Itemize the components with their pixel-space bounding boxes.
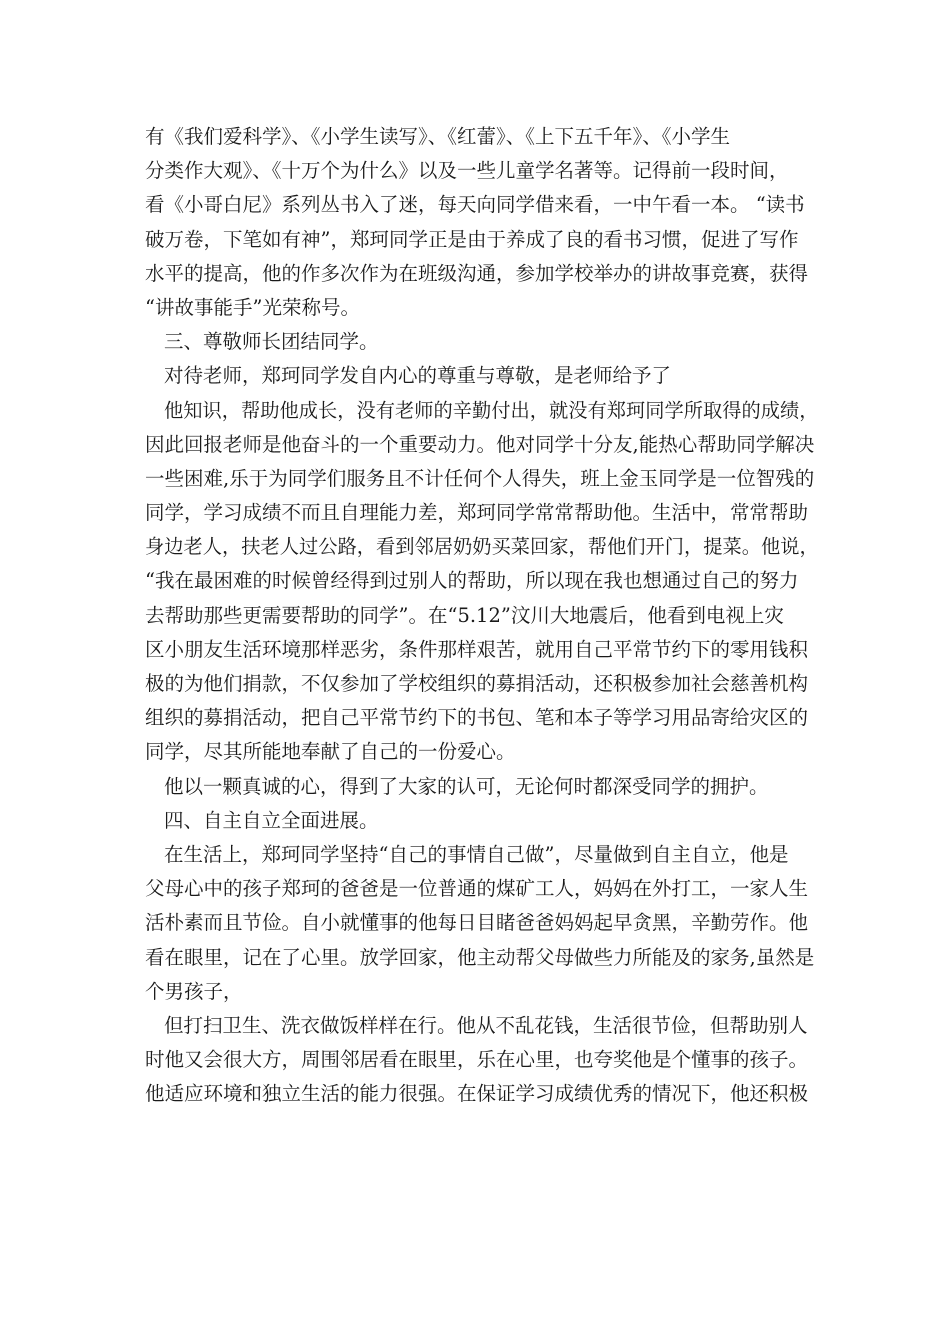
text-line: 对待老师，郑珂同学发自内心的尊重与尊敬，是老师给予了 bbox=[164, 364, 672, 388]
text-line: 个男孩子， bbox=[145, 979, 243, 1003]
text-line: 看在眼里，记在了心里。放学回家，他主动帮父母做些力所能及的家务,虽然是 bbox=[145, 945, 815, 969]
text-line: 活朴素而且节俭。自小就懂事的他每日目睹爸爸妈妈起早贪黑，辛勤劳作。他 bbox=[145, 911, 809, 935]
text-line: 有《我们爱科学》、《小学生读写》、《红蕾》、《上下五千年》、《小学生 bbox=[145, 125, 731, 148]
text-line: 同学，尽其所能地奉献了自己的一份爱心。 bbox=[145, 740, 516, 764]
text-line: 身边老人，扶老人过公路，看到邻居奶奶买菜回家，帮他们开门，提菜。他说， bbox=[145, 535, 819, 559]
text-line: 因此回报老师是他奋斗的一个重要动力。他对同学十分友,能热心帮助同学解决 bbox=[145, 432, 815, 456]
text-line: “我在最困难的时候曾经得到过别人的帮助，所以现在我也想通过自己的努力 bbox=[145, 569, 799, 593]
text-line: 破万卷，下笔如有神”，郑珂同学正是由于养成了良的看书习惯，促进了写作 bbox=[145, 227, 799, 251]
text-line: 水平的提高，他的作多次作为在班级沟通，参加学校举办的讲故事竞赛，获得 bbox=[145, 261, 809, 285]
text-line: 一些困难,乐于为同学们服务且不计任何个人得失，班上金玉同学是一位智残的 bbox=[145, 466, 815, 490]
text-line: 极的为他们捐款，不仅参加了学校组织的募捐活动，还积极参加社会慈善机构 bbox=[145, 672, 809, 695]
text-line: “讲故事能手”光荣称号。 bbox=[145, 295, 360, 319]
text-line: 同学，学习成绩不而且自理能力差，郑珂同学常常帮助他。生活中，常常帮助 bbox=[145, 501, 809, 525]
text-line: 看《小哥白尼》系列丛书入了迷，每天向同学借来看，一中午看一本。 “读书 bbox=[145, 193, 805, 217]
text-line: 三、尊敬师长团结同学。 bbox=[164, 330, 379, 354]
text-line: 分类作大观》、《十万个为什么》以及一些儿童学名著等。记得前一段时间， bbox=[145, 159, 789, 183]
text-line: 时他又会很大方，周围邻居看在眼里，乐在心里，也夸奖他是个懂事的孩子。 bbox=[145, 1048, 809, 1072]
document-body bbox=[145, 120, 825, 1111]
text-line: 在生活上，郑珂同学坚持“自己的事情自己做”，尽量做到自主自立，他是 bbox=[164, 842, 789, 866]
text-line: 组织的募捐活动，把自己平常节约下的书包、笔和本子等学习用品寄给灾区的 bbox=[145, 706, 809, 730]
text-line: 父母心中的孩子郑珂的爸爸是一位普通的煤矿工人，妈妈在外打工，一家人生 bbox=[145, 877, 809, 901]
text-line: 去帮助那些更需要帮助的同学”。在“5.12”汶川大地震后，他看到电视上灾 bbox=[145, 603, 784, 627]
text-line: 他知识，帮助他成长，没有老师的辛勤付出，就没有郑珂同学所取得的成绩， bbox=[164, 398, 819, 422]
text-line: 区小朋友生活环境那样恶劣，条件那样艰苦，就用自己平常节约下的零用钱积 bbox=[145, 637, 809, 661]
text-line: 四、自主自立全面进展。 bbox=[164, 808, 379, 832]
text-line: 他适应环境和独立生活的能力很强。在保证学习成绩优秀的情况下，他还积极 bbox=[145, 1082, 809, 1106]
text-line: 他以一颗真诚的心，得到了大家的认可，无论何时都深受同学的拥护。 bbox=[164, 774, 769, 798]
text-line: 但打扫卫生、洗衣做饭样样在行。他从不乱花钱，生活很节俭，但帮助别人 bbox=[164, 1013, 808, 1037]
